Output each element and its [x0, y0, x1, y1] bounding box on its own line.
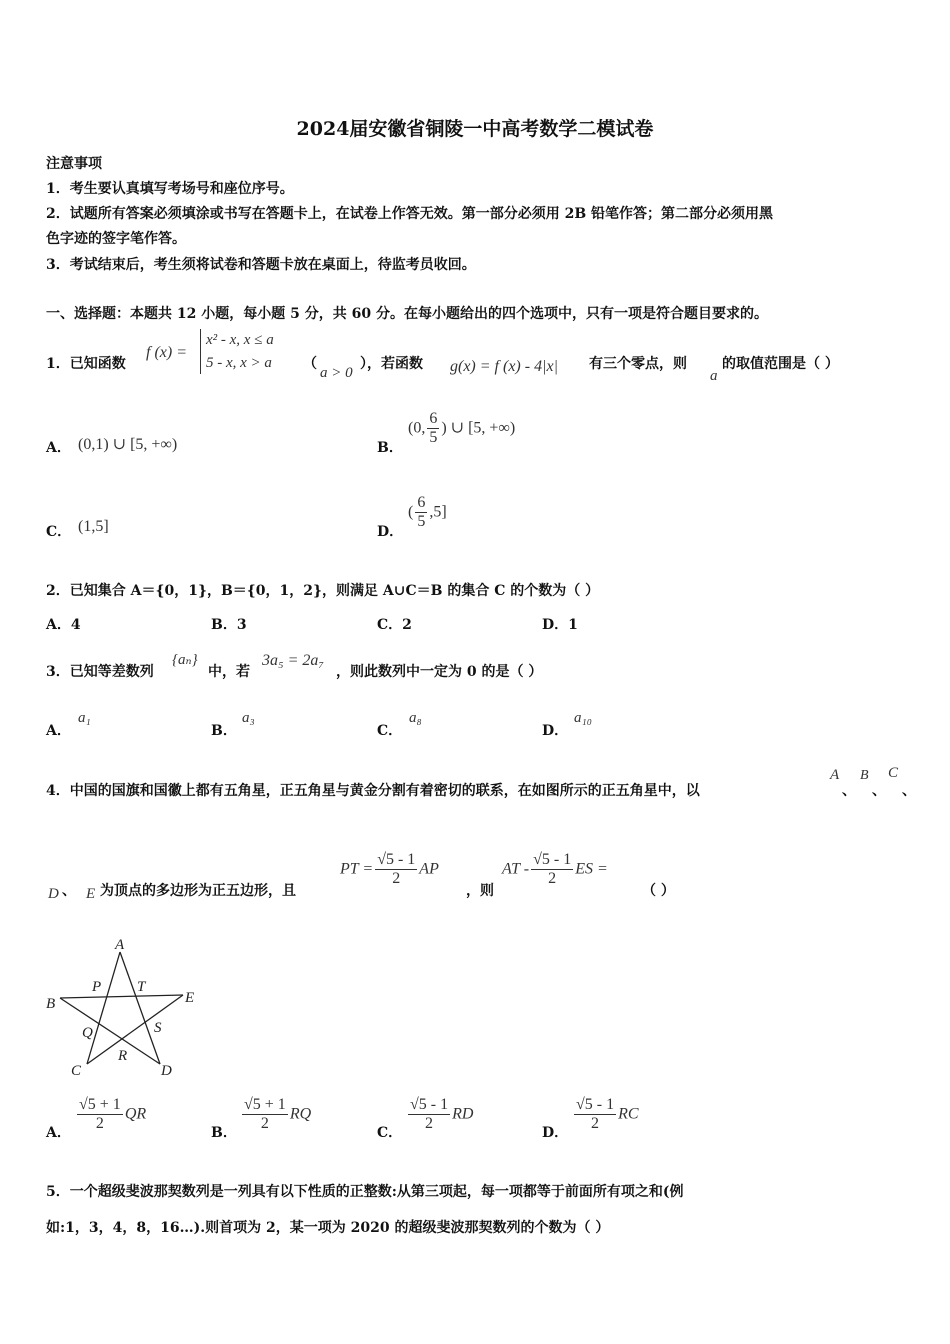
q4-sep-1: 、 [842, 783, 856, 799]
q4-sep-3: 、 [902, 783, 916, 799]
q3-mid-text: 中，若 [208, 664, 250, 680]
q3-equation: 3a₅ = 2a₇ [262, 652, 324, 669]
star-edge-ec [87, 995, 183, 1064]
notice-item-3: 3．考试结束后，考生须将试卷和答题卡放在桌面上，待监考员收回。 [46, 257, 476, 273]
q1-paren-open: （ [303, 356, 317, 372]
q1-lead: 1．已知函数 [46, 356, 126, 372]
q4-expression: AT - $\frac{√5 - 1}{2}$ ES = [502, 851, 608, 888]
q3-option-d-label: D． [542, 723, 569, 739]
q2-option-c: C．2 [377, 617, 412, 633]
q3-option-b: a₃ [242, 710, 255, 726]
q1-option-c-label: C． [46, 524, 72, 540]
q4-option-b-label: B． [211, 1125, 237, 1141]
notice-heading: 注意事项 [46, 156, 102, 172]
q1-condition: a > 0 [320, 365, 353, 381]
q4-option-c: $\frac{√5 - 1}{2}$ RD [410, 1096, 474, 1133]
q4-option-d-label: D． [542, 1125, 569, 1141]
q1-gx: g(x) = f (x) - 4|x| [450, 358, 558, 375]
q3-option-a: a₁ [78, 710, 91, 726]
q4-sep-4: 、 [62, 883, 76, 899]
fig-label-p: P [92, 979, 102, 995]
q1-piecewise [200, 329, 274, 374]
q4-then: ，则 [466, 883, 494, 899]
q1-var-a: a [710, 368, 718, 384]
q3-option-b-label: B． [211, 723, 237, 739]
q3-sequence: {aₙ} [172, 652, 198, 668]
q4-option-b: $\frac{√5 + 1}{2}$ RQ [244, 1096, 312, 1133]
q4-vertex-b: B [860, 768, 869, 783]
fig-label-q: Q [82, 1025, 93, 1041]
q4-sep-2: 、 [872, 783, 886, 799]
q4-condition: PT = $\frac{√5 - 1}{2}$ AP [340, 851, 439, 888]
fig-label-a: A [115, 937, 125, 953]
fig-label-c: C [71, 1063, 82, 1079]
q4-option-d: $\frac{√5 - 1}{2}$ RC [576, 1096, 639, 1133]
q1-case-1: x² - x, x ≤ a [206, 332, 274, 348]
q4-option-a-label: A． [46, 1125, 71, 1141]
q1-case-2: 5 - x, x > a [206, 354, 272, 371]
star-edge-bd [60, 998, 160, 1064]
q4-option-c-label: C． [377, 1125, 403, 1141]
section-heading: 一、选择题：本题共 12 小题，每小题 5 分，共 60 分。在每小题给出的四个选项中，只有一项是符合题目要求的。 [46, 306, 768, 322]
q4-option-a: $\frac{√5 + 1}{2}$ QR [79, 1096, 147, 1133]
q4-vertex-d: D [48, 886, 59, 902]
q3-tail: ，则此数列中一定为 0 的是（ ） [336, 664, 543, 680]
q1-option-b: (0, $\frac{6}{5}$ ) ∪ [5, +∞) [408, 410, 516, 447]
q1-tail-1: 有三个零点，则 [589, 356, 687, 372]
q4-vertex-e: E [86, 886, 96, 902]
fig-label-b: B [46, 996, 56, 1012]
q2-stem: 2．已知集合 A＝{0，1}，B＝{0，1，2}，则满足 A∪C＝B 的集合 C 的个数为（ ） [46, 583, 600, 599]
star-edge-be [60, 995, 183, 998]
q3-option-d: a₁₀ [574, 710, 592, 726]
q4-line-1: 4．中国的国旗和国徽上都有五角星，正五角星与黄金分割有着密切的联系，在如图所示的正五角星中，以 [46, 783, 700, 799]
q3-option-c-label: C． [377, 723, 403, 739]
q5-line-2: 如:1，3，4，8，16…).则首项为 2，某一项为 2020 的超级斐波那契数列的个数为（ ） [46, 1220, 610, 1236]
q1-option-c: (1,5] [78, 518, 109, 535]
q1-option-a-label: A． [46, 440, 71, 456]
star-edge-ac [87, 952, 120, 1064]
q5-line-1: 5．一个超级斐波那契数列是一列具有以下性质的正整数:从第三项起，每一项都等于前面所有项之和(例 [46, 1184, 684, 1200]
fig-label-e: E [185, 990, 195, 1006]
fig-label-d: D [161, 1063, 172, 1079]
q1-option-d: ( $\frac{6}{5}$ ,5] [408, 494, 447, 531]
q3-option-a-label: A． [46, 723, 71, 739]
notice-item-2-line-2: 色字迹的签字笔作答。 [46, 231, 186, 247]
q1-option-a: (0,1) ∪ [5, +∞) [78, 436, 178, 453]
q2-option-a: A．4 [46, 617, 81, 633]
pentagram-figure [40, 936, 210, 1081]
q1-tail-2: 的取值范围是（ ） [722, 356, 839, 372]
q2-option-b: B．3 [211, 617, 247, 633]
q1-mid-text: ），若函数 [360, 356, 423, 372]
q1-option-d-label: D． [377, 524, 404, 540]
q3-lead: 3．已知等差数列 [46, 664, 154, 680]
q1-fx: f (x) = [146, 344, 187, 361]
fig-label-t: T [137, 979, 146, 995]
q4-blank: （ ） [642, 883, 675, 899]
q2-option-d: D．1 [542, 617, 578, 633]
fig-label-r: R [118, 1048, 128, 1064]
fig-label-s: S [154, 1020, 162, 1036]
q4-vertex-c: C [888, 765, 899, 781]
notice-item-2-line-1: 2．试题所有答案必须填涂或书写在答题卡上，在试卷上作答无效。第一部分必须用 2B 铅笔作答；第二部分必须用黑 [46, 206, 774, 222]
q3-option-c: a₈ [409, 710, 422, 726]
notice-item-1: 1．考生要认真填写考场号和座位序号。 [46, 181, 294, 197]
q4-line-2: 为顶点的多边形为正五边形，且 [100, 883, 296, 899]
page-title: 2024届安徽省铜陵一中高考数学二模试卷 [296, 118, 654, 140]
q4-vertex-a: A [830, 767, 840, 783]
q1-option-b-label: B． [377, 440, 403, 456]
